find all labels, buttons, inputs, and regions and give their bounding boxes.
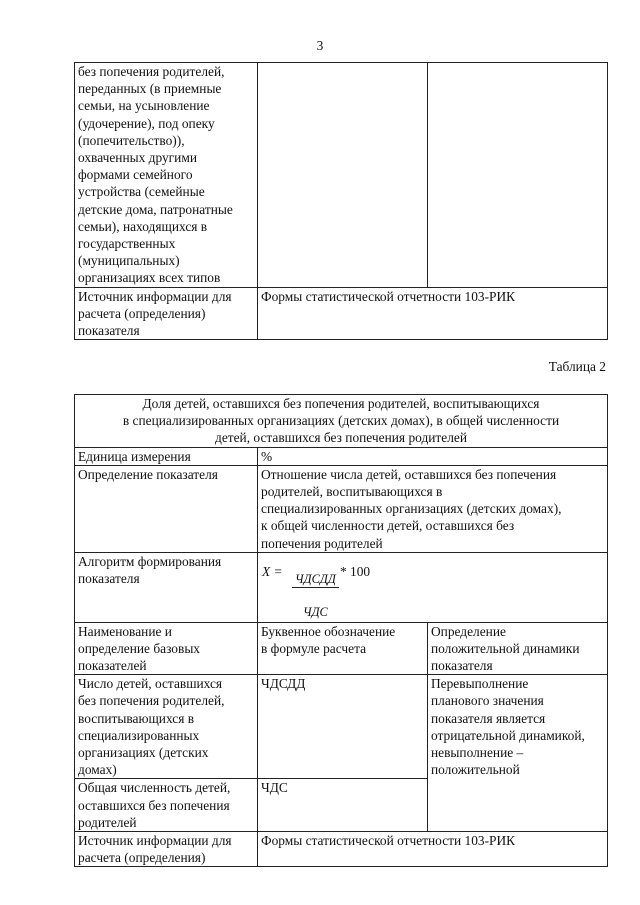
table-row: [75, 675, 608, 779]
table-row: [75, 465, 608, 552]
formula-cell: [258, 552, 608, 622]
formula-rhs: * 100: [340, 563, 371, 579]
table-row: [75, 63, 608, 288]
header-base-indicators: Наименование и определение базовых показателей: [75, 622, 258, 675]
source-value-cell: Формы статистической отчетности 103-РИК: [258, 287, 608, 340]
table-caption: Таблица 2: [548, 359, 606, 374]
source-label-cell: Источник информации для расчета (определения): [75, 832, 258, 867]
formula-denominator: ЧДС: [302, 605, 328, 620]
algorithm-label-cell: Алгоритм формирования показателя: [75, 552, 258, 622]
source-value-cell: Формы статистической отчетности 103-РИК: [258, 832, 608, 867]
formula-fraction: [292, 555, 339, 638]
indicator-table-2: [74, 394, 608, 867]
table-row: [75, 447, 608, 465]
header-symbol: Буквенное обозначение в формуле расчета: [258, 622, 428, 675]
formula-lhs: X =: [262, 563, 283, 579]
table-row: [75, 552, 608, 622]
page-number: 3: [316, 38, 324, 53]
base-indicator-name: Число детей, оставшихся без попечения родителей, воспитывающихся в специализированных организациях (детских домах): [75, 675, 258, 779]
unit-label-cell: Единица измерения: [75, 447, 258, 465]
header-dynamics: Определение положительной динамики показателя: [428, 622, 608, 675]
empty-cell: [258, 63, 428, 288]
definition-label-cell: Определение показателя: [75, 465, 258, 552]
table-row: [75, 395, 608, 448]
base-indicator-name: Общая численность детей, оставшихся без попечения родителей: [75, 779, 258, 832]
dynamics-cell: Перевыполнение планового значения показателя является отрицательной динамикой, невыполнение – положительной: [428, 675, 608, 832]
table-row: [75, 287, 608, 340]
indicator-label-cell: без попечения родителей, переданных (в приемные семьи, на усыновление (удочерение), под опеку (попечительство)), охваченных другими формами семейного устройства (семейные детские дома, патронатные семьи), находящихся в государственных (муниципальных) организациях всех типов: [75, 63, 258, 288]
table-row: [75, 832, 608, 867]
base-indicator-symbol: ЧДСДД: [258, 675, 428, 779]
indicator-table-continued: [74, 62, 608, 340]
definition-value-cell: Отношение числа детей, оставшихся без попечения родителей, воспитывающихся в специализированных организациях (детских домах), к общей численности детей, оставшихся без попечения родителей: [258, 465, 608, 552]
indicator-title: Доля детей, оставшихся без попечения родителей, воспитывающихся в специализированных организациях (детских домах), в общей численности детей, оставшихся без попечения родителей: [75, 395, 608, 448]
empty-cell: [428, 63, 608, 288]
base-indicator-symbol: ЧДС: [258, 779, 428, 832]
source-label-cell: Источник информации для расчета (определения) показателя: [75, 287, 258, 340]
formula-numerator: ЧДСДД: [292, 572, 339, 588]
unit-value-cell: %: [258, 447, 608, 465]
table-header-row: [75, 622, 608, 675]
